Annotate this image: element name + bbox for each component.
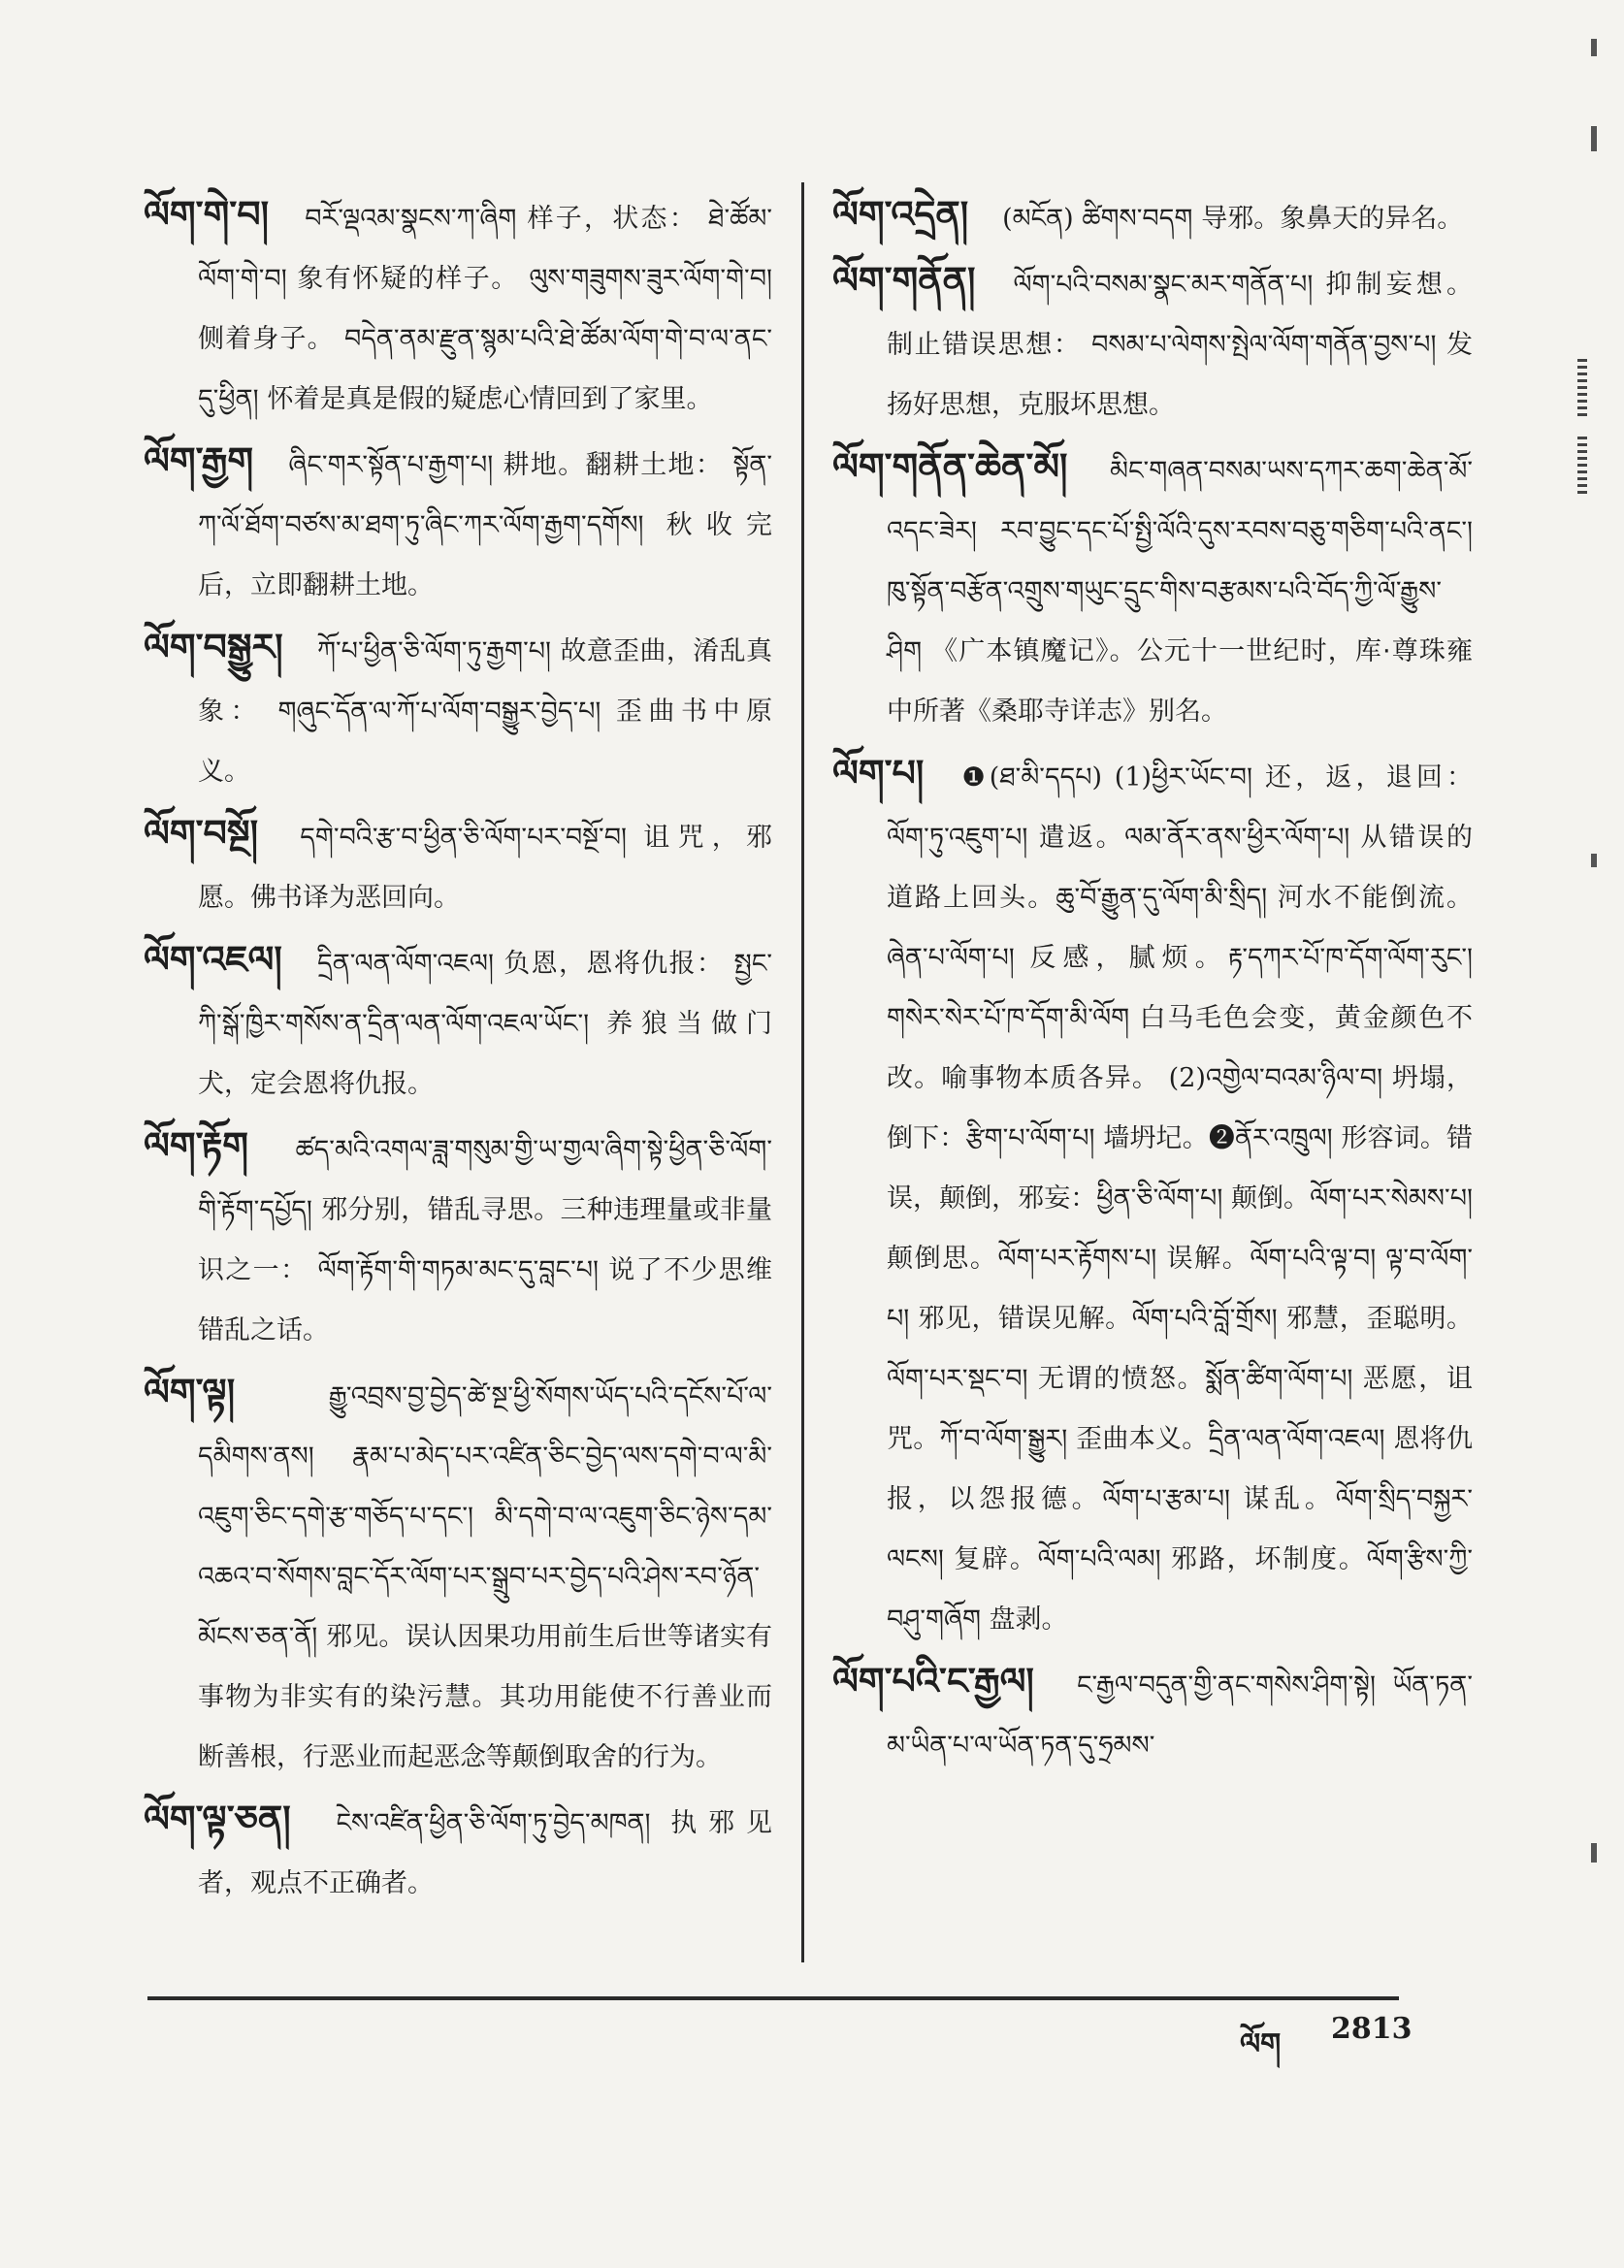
left-column: [144, 184, 772, 1915]
example-tibetan: ལོག་རྟོག་གི་གཏམ་མང་དུ་བླང་པ།: [317, 1255, 600, 1285]
dictionary-entry: [144, 617, 772, 801]
scan-margin-mark: [1591, 854, 1597, 867]
scan-margin-mark: [1577, 437, 1587, 495]
example-chinese: 象有怀疑的样子。: [297, 264, 519, 294]
entry-tibetan-definition: ང་རྒྱལ་བདུན་གྱི་ནང་གསེས་ཤིག་སྟེ། ཡོན་ཏན་མ་ཡིན་པ་ལ་ཡོན་ཏན་དུ་ཧྲམས་: [887, 1670, 1473, 1761]
example-tibetan: ཐེ་ཚོམ་ལོག་གེ་བ།: [198, 204, 772, 294]
entry-chinese-definition: 抑制妄想。制止错误思想：: [887, 270, 1474, 360]
example-tibetan: སྤྱང་ཀི་སྒོ་ཁྱིར་གསོས་ན་དྲིན་ལན་ལོག་འཇལ་ཡོང་།: [198, 949, 773, 1039]
entry-chinese-definition: 耕地。翻耕土地：: [503, 450, 724, 480]
example-chinese: 说了不少思维错乱之话。: [198, 1255, 773, 1345]
entry-tibetan-definition: ཀོ་པ་ཕྱིན་ཅི་ལོག་ཏུ་རྒྱག་པ།: [316, 636, 552, 666]
dictionary-entry: [144, 803, 772, 927]
entry-tibetan-definition: (མངོན) ཚིགས་བདག: [1002, 204, 1193, 234]
running-head-letter: ལོག: [1240, 2027, 1282, 2061]
entry-headword: ལོག་བསྒྱུར།: [144, 625, 283, 668]
dictionary-entry: [144, 929, 772, 1114]
entry-headword: ལོག་བསྔོ།: [144, 811, 259, 855]
right-column: [832, 184, 1473, 1777]
example-chinese: 歪曲书中原义。: [198, 697, 773, 787]
dictionary-entry: [832, 437, 1473, 741]
entry-headword: ལོག་གནོན།: [832, 258, 976, 302]
example-tibetan: བདེན་ནམ་རྫུན་སྙམ་པའི་ཐེ་ཚོམ་ལོག་གེ་བ་ལ་ནང་དུ་ཕྱིན།: [198, 324, 773, 414]
footer-rule: [147, 1996, 1399, 2000]
entry-headword: ལོག་འདྲེན།: [832, 192, 969, 236]
entry-tibetan-definition: བཪོ་ལྡའམ་སྣངས་ཀ་ཞིག: [305, 204, 517, 234]
entry-chinese-definition: 诅咒，邪愿。佛书译为恶回向。: [198, 823, 772, 913]
dictionary-entry: [832, 250, 1473, 435]
example-chinese: 发扬好思想，克服坏思想。: [887, 330, 1473, 420]
example-chinese: 侧着身子。: [198, 324, 335, 354]
entry-headword: ལོག་རྒྱག: [144, 438, 254, 482]
entry-chinese-definition: 邪分别，错乱寻思。三种违理量或非量识之一：: [198, 1195, 772, 1285]
entry-headword: ལོག་འཇལ།: [144, 937, 282, 981]
example-chinese: 秋收完后，立即翻耕土地。: [198, 510, 773, 600]
dictionary-entry: [144, 1789, 772, 1913]
example-chinese: 养狼当做门犬，定会恩将仇报。: [198, 1009, 772, 1099]
entry-tibetan-definition: དྲིན་ལན་ལོག་འཇལ།: [317, 949, 494, 979]
entry-tibetan-definition: ❶(ཐ་མི་དདཔ) (1)ཕྱིར་ཡོང་བ།: [961, 762, 1252, 793]
scan-margin-mark: [1577, 359, 1587, 417]
entry-chinese-definition: 导邪。象鼻天的异名。: [1201, 204, 1464, 234]
column-divider: [801, 182, 804, 1962]
entry-chinese-definition: 故意歪曲，淆乱真象：: [198, 636, 773, 727]
entry-chinese-definition: 《广本镇魔记》。公元十一世纪时，库·尊珠雍中所著《桑耶寺详志》别名。: [887, 636, 1473, 727]
scan-margin-mark: [1591, 126, 1597, 151]
entry-tibetan-definition: ཚད་མའི་འགལ་ཟླ་གསུམ་གྱི་ཡ་གྱལ་ཞིག་སྟེ་ཕྱིན་ཅི་ལོག་གི་རྟོག་དཔྱོད།: [198, 1135, 772, 1225]
example-tibetan: ལུས་གཟུགས་ཟུར་ལོག་གེ་བ།: [529, 264, 772, 294]
page-number: 2813: [1331, 2012, 1413, 2046]
example-tibetan: བསམ་པ་ལེགས་སྤེལ་ལོག་གནོན་བྱས་པ།: [1091, 330, 1437, 360]
scan-margin-mark: [1591, 39, 1597, 56]
entry-headword: ལོག་གེ་བ།: [144, 192, 270, 236]
dictionary-entry: [832, 184, 1473, 248]
entry-chinese-definition: 邪见。误认因果功用前生后世等诸实有事物为非实有的染污慧。其功用能使不行善业而断善根，行恶业而起恶念等颠倒取舍的行为。: [198, 1622, 772, 1772]
entry-headword: ལོག་པའི་ང་རྒྱལ།: [832, 1659, 1034, 1702]
example-text: ལོག་ཏུ་འཇུག་པ། 遣返。ལམ་ནོར་ནས་ཕྱིར་ལོག་པ། 从错误的道路上回头。ཆུ་བོ་རྒྱུན་དུ་ལོག་མི་སྲིད། 河水不能倒流。ཞེན་པ་ལོག་པ། 反感，腻烦。རྟ་དཀར་པོ་ཁ་དོག་ལོག་རུང་། གསེར་སེར་པོ་ཁ་དོག་མི་ལོག 白马毛色会变，黄金颜色不改。喻事物本质各异。 (2)འགྱེལ་བའམ་ཉིལ་བ། 坍塌，倒下：རྩིག་པ་ལོག་པ། 墙坍圮。❷ནོར་འཁྲུལ། 形容词。错误，颠倒，邪妄：ཕྱིན་ཅི་ལོག་པ། 颠倒。ལོག་པར་སེམས་པ། 颠倒思。ལོག་པར་རྟོགས་པ། 误解。ལོག་པའི་ལྟ་བ། ལྟ་བ་ལོག་པ། 邪见，错误见解。ལོག་པའི་བློ་གྲོས། 邪慧，歪聪明。ལོག་པར་སྡང་བ། 无谓的愤怒。སྨོན་ཚིག་ལོག་པ། 恶愿，诅咒。ཀོ་བ་ལོག་སྒྱུར། 歪曲本义。དྲིན་ལན་ལོག་འཇལ། 恩将仇报，以怨报德。ལོག་པ་རྩམ་པ། 谋乱。ལོག་སྲིད་བསྐྱར་ལངས། 复辟。ལོག་པའི་ལམ། 邪路，坏制度。ལོག་རྩིས་ཀྱི་བཤུ་གཞོག 盘剥。: [887, 823, 1473, 1635]
entry-headword: ལོག་ལྟ།: [144, 1370, 236, 1413]
dictionary-entry: [832, 1651, 1473, 1775]
entry-chinese-definition: 样子，状态：: [527, 204, 698, 234]
entry-headword: ལོག་རྟོག: [144, 1123, 248, 1167]
entry-headword: ལོག་པ།: [832, 751, 925, 794]
entry-tibetan-definition: ངེས་འཛིན་ཕྱིན་ཅི་ལོག་ཏུ་བྱེད་མཁན།: [336, 1808, 651, 1838]
entry-tibetan-definition: ལོག་པའི་བསམ་སྣང་མར་གནོན་པ།: [1013, 270, 1314, 300]
dictionary-entry: [832, 743, 1473, 1649]
entry-chinese-definition: 负恩，恩将仇报：: [503, 949, 725, 979]
dictionary-entry: [144, 431, 772, 615]
example-chinese: 怀着是真是假的疑虑心情回到了家里。: [267, 384, 713, 414]
dictionary-entry: [144, 1116, 772, 1360]
entry-tibetan-definition: དགེ་བའི་རྩ་བ་ཕྱིན་ཅི་ལོག་པར་བསྔོ་བ།: [300, 823, 628, 853]
scan-margin-mark: [1591, 1843, 1597, 1863]
dictionary-entry: [144, 184, 772, 429]
example-tibetan: གཞུང་དོན་ལ་ཀོ་པ་ལོག་བསྒྱུར་བྱེད་པ།: [277, 697, 601, 727]
entry-chinese-definition: 执邪见者，观点不正确者。: [198, 1808, 772, 1898]
dictionary-entry: [144, 1362, 772, 1787]
entry-tibetan-definition: མིང་གཞན་བསམ་ཡས་དཀར་ཆག་ཆེན་མོ་འདང་ཟེར། རབ་བྱུང་དང་པོ་སྤྱི་ལོའི་དུས་རབས་བཅུ་གཅིག་པའི་ནང་། ཁུ་སྟོན་བརྩོན་འགྲུས་གཡུང་དྲུང་གིས་བརྩམས་པའི་བོད་ཀྱི་ལོ་རྒྱུས་ཤིག: [887, 456, 1473, 666]
example-tibetan: སྟོན་ཀ་ལོ་ཐོག་བཙས་མ་ཐག་ཏུ་ཞིང་ཀར་ལོག་རྒྱག་དགོས།: [198, 450, 773, 540]
entry-headword: ལོག་གནོན་ཆེན་མོ།: [832, 444, 1068, 488]
entry-tibetan-definition: ཞིང་གར་སྟོན་པ་རྒྱག་པ།: [288, 450, 494, 480]
entry-tibetan-definition: རྒྱུ་འབྲས་བྱ་བྱེད་ཚེ་སྔ་ཕྱི་སོགས་ཡོད་པའི་དངོས་པོ་ལ་དམིགས་ནས། རྣམ་པ་མེད་པར་འཛིན་ཅིང་བྱེད་ལས་དགེ་བ་ལ་མི་འཇུག་ཅིང་དགེ་རྩ་གཅོད་པ་དང་། མི་དགེ་བ་ལ་འཇུག་ཅིང་ཉེས་དམ་འཆའ་བ་སོགས་བླང་དོར་ལོག་པར་སྒྲུབ་པར་བྱེད་པའི་ཤེས་རབ་ཉོན་མོངས་ཅན་ནོ།: [198, 1381, 772, 1652]
entry-headword: ལོག་ལྟ་ཅན།: [144, 1797, 291, 1840]
entry-chinese-definition: 还，返，退回：: [1265, 762, 1474, 793]
